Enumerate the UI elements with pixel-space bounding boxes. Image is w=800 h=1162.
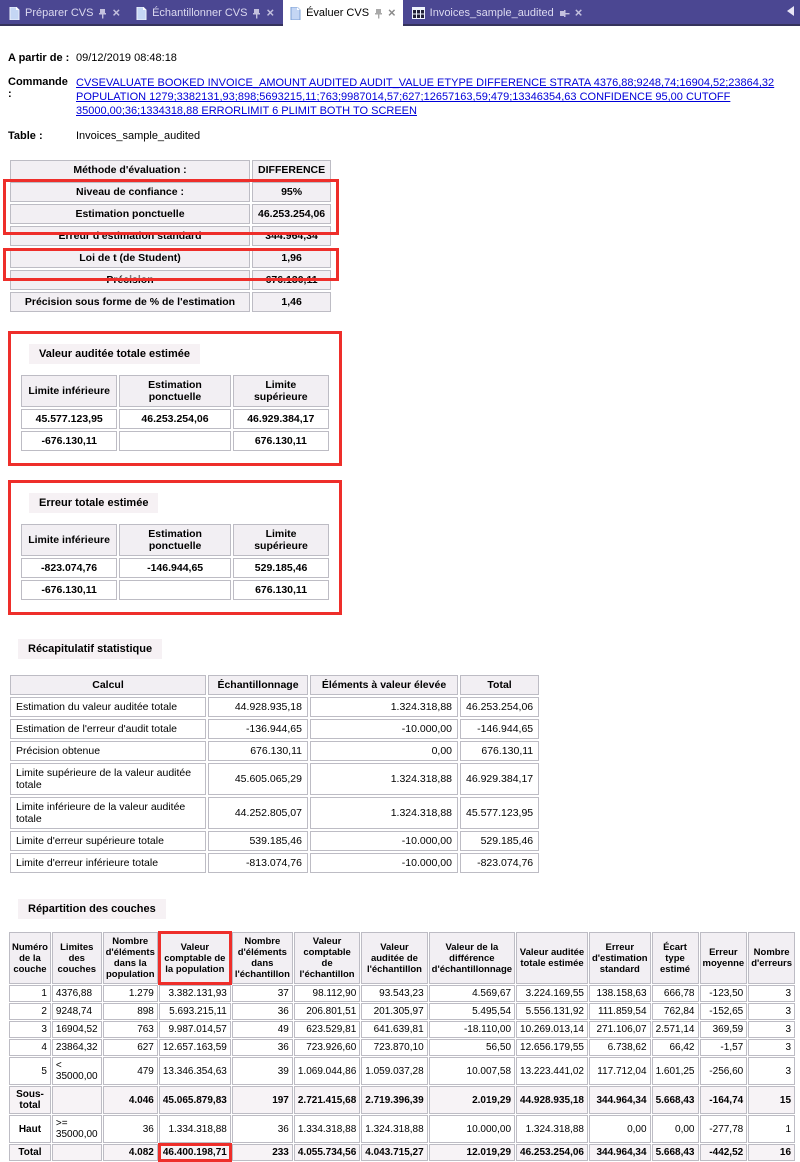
table-cell: 23864,32	[52, 1039, 102, 1056]
table-cell: -1,57	[700, 1039, 748, 1056]
table-cell: 1.279	[103, 985, 158, 1002]
table-cell: 1.324.318,88	[310, 797, 458, 829]
document-icon	[9, 7, 20, 20]
table-cell: 12.019,29	[429, 1144, 515, 1161]
table-cell: 46.253.254,06	[119, 409, 230, 429]
table-row	[9, 1057, 795, 1085]
table-cell: Limite inférieure de la valeur auditée totale	[10, 797, 206, 829]
table-cell: 529.185,46	[460, 831, 539, 851]
table-cell: 3	[9, 1021, 51, 1038]
table-cell: 1,96	[252, 248, 331, 268]
table-cell: 37	[232, 985, 293, 1002]
table-cell: 197	[232, 1086, 293, 1114]
table-cell: 723.926,60	[294, 1039, 360, 1056]
table-cell: 36	[232, 1003, 293, 1020]
audited-total-title: Valeur auditée totale estimée	[29, 344, 200, 364]
table-cell: 1,46	[252, 292, 331, 312]
table-cell: 46.253.254,06	[516, 1144, 588, 1161]
table-cell: Erreur d'estimation standard	[10, 226, 250, 246]
table-cell: Limite d'erreur inférieure totale	[10, 853, 206, 873]
table-cell: 3	[748, 1003, 795, 1020]
table-cell: 9248,74	[52, 1003, 102, 1020]
table-cell: >= 35000,00	[52, 1115, 102, 1143]
table-row	[10, 160, 331, 180]
table-cell: 46.253.254,06	[252, 204, 331, 224]
column-header: Erreur d'estimation standard	[589, 932, 651, 984]
from-row	[8, 52, 792, 64]
table-cell: 539.185,46	[208, 831, 308, 851]
pin-icon[interactable]	[98, 8, 107, 19]
table-cell: 36	[103, 1115, 158, 1143]
strata-title: Répartition des couches	[18, 899, 166, 919]
tab-preparer-cvs[interactable]	[2, 2, 127, 24]
table-cell: 45.577.123,95	[460, 797, 539, 829]
table-row	[10, 763, 539, 795]
table-cell: 3	[748, 1057, 795, 1085]
table-cell: 5.556.131,92	[516, 1003, 588, 1020]
table-cell: Précision obtenue	[10, 741, 206, 761]
table-cell: 898	[103, 1003, 158, 1020]
table-cell: 3.382.131,93	[159, 985, 231, 1002]
table-cell: -18.110,00	[429, 1021, 515, 1038]
table-cell: -136.944,65	[208, 719, 308, 739]
command-row	[8, 76, 792, 118]
column-header: Valeur de la différence d'échantillonnage	[429, 932, 515, 984]
table-cell: -146.944,65	[119, 558, 231, 578]
table-cell: 723.870,10	[361, 1039, 427, 1056]
table-cell: DIFFERENCE	[252, 160, 331, 180]
table-cell: Précision	[10, 270, 250, 290]
table-cell: 46.929.384,17	[233, 409, 329, 429]
table-cell: 2.019,29	[429, 1086, 515, 1114]
close-icon[interactable]: ×	[266, 5, 275, 20]
column-header: Limites des couches	[52, 932, 102, 984]
table-cell: 5.693.215,11	[159, 1003, 231, 1020]
table-cell: 762,84	[652, 1003, 699, 1020]
table-cell: 4.043.715,27	[361, 1144, 427, 1161]
table-cell: Précision sous forme de % de l'estimation	[10, 292, 250, 312]
table-cell: -146.944,65	[460, 719, 539, 739]
table-cell: 12.656.179,55	[516, 1039, 588, 1056]
table-cell: -256,60	[700, 1057, 748, 1085]
table-row	[9, 1003, 795, 1020]
strata-table	[8, 931, 796, 1162]
table-cell: 3	[748, 1039, 795, 1056]
table-cell: 0,00	[589, 1115, 651, 1143]
table-cell: 1.324.318,88	[361, 1115, 427, 1143]
document-icon	[290, 7, 301, 20]
table-row	[21, 431, 329, 451]
command-label: Commande :	[8, 76, 68, 100]
table-row	[10, 797, 539, 829]
table-cell: 46.253.254,06	[460, 697, 539, 717]
tab-bar	[0, 0, 800, 26]
table-cell: -277,78	[700, 1115, 748, 1143]
table-cell: -10.000,00	[310, 853, 458, 873]
table-cell: 111.859,54	[589, 1003, 651, 1020]
table-cell: 138.158,63	[589, 985, 651, 1002]
table-cell: Limite d'erreur supérieure totale	[10, 831, 206, 851]
table-cell: 5	[9, 1057, 51, 1085]
subtotal-row	[9, 1086, 795, 1114]
column-header: Limite inférieure	[21, 375, 117, 407]
table-row	[9, 985, 795, 1002]
close-icon[interactable]: ×	[574, 5, 583, 20]
table-cell: 36	[232, 1039, 293, 1056]
table-cell: -152,65	[700, 1003, 748, 1020]
table-cell: 2.721.415,68	[294, 1086, 360, 1114]
table-cell	[119, 431, 230, 451]
column-header: Estimation ponctuelle	[119, 524, 231, 556]
column-header-highlighted: Valeur comptable de la population	[159, 932, 231, 984]
table-cell: 13.346.354,63	[159, 1057, 231, 1085]
table-cell: 1.324.318,88	[310, 763, 458, 795]
table-cell: 1	[9, 985, 51, 1002]
haut-row	[9, 1115, 795, 1143]
table-cell: 233	[232, 1144, 293, 1161]
column-header: Écart type estimé	[652, 932, 699, 984]
table-row	[9, 932, 795, 984]
table-cell: 3	[748, 985, 795, 1002]
table-cell: 1.324.318,88	[516, 1115, 588, 1143]
column-header: Nombre d'éléments dans la population	[103, 932, 158, 984]
table-cell: Estimation de l'erreur d'audit totale	[10, 719, 206, 739]
table-cell: 5.668,43	[652, 1144, 699, 1161]
table-cell: 4.082	[103, 1144, 158, 1161]
table-cell: 117.712,04	[589, 1057, 651, 1085]
evaluation-summary-table	[8, 158, 333, 314]
pin-icon[interactable]	[252, 8, 261, 19]
table-icon	[412, 7, 425, 19]
table-cell: 15	[748, 1086, 795, 1114]
column-header: Calcul	[10, 675, 206, 695]
table-cell: 1.324.318,88	[310, 697, 458, 717]
table-cell: 4.055.734,56	[294, 1144, 360, 1161]
table-cell	[52, 1086, 102, 1114]
total-row	[9, 1144, 795, 1161]
table-row	[10, 831, 539, 851]
table-cell: -10.000,00	[310, 719, 458, 739]
tab-label: Échantillonner CVS	[152, 7, 248, 19]
table-cell: 5.668,43	[652, 1086, 699, 1114]
recap-table	[8, 673, 541, 875]
tab-label: Évaluer CVS	[306, 7, 370, 19]
table-row	[10, 292, 331, 312]
column-header: Valeur auditée totale estimée	[516, 932, 588, 984]
table-cell	[119, 580, 231, 600]
table-row	[21, 375, 329, 407]
command-link[interactable]: CVSEVALUATE BOOKED INVOICE_AMOUNT AUDITED AUDIT_VALUE ETYPE DIFFERENCE STRATA 4376,88;9248,74;16904,52;23864,32 POPULATION 1279;3382131,93;898;5693215,11;763;9987014,57;627;12657163,59;479;13346354,63 CONFIDENCE 95,00 CUTOFF 35000,00;36;1334318,88 ERRORLIMIT 6 PLIMIT BOTH TO SCREEN	[76, 77, 775, 117]
table-label: Table :	[8, 130, 43, 142]
table-cell: < 35000,00	[52, 1057, 102, 1085]
column-header: Limite inférieure	[21, 524, 117, 556]
table-row	[10, 675, 539, 695]
table-cell: 623.529,81	[294, 1021, 360, 1038]
table-row-info	[8, 130, 792, 142]
table-row	[9, 1039, 795, 1056]
column-header: Nombre d'éléments dans l'échantillon	[232, 932, 293, 984]
table-cell: Loi de t (de Student)	[10, 248, 250, 268]
table-cell: 2.571,14	[652, 1021, 699, 1038]
tab-echantillonner-cvs[interactable]	[129, 2, 281, 24]
table-cell: -813.074,76	[208, 853, 308, 873]
pin-icon[interactable]	[374, 8, 383, 19]
column-header: Estimation ponctuelle	[119, 375, 230, 407]
table-cell: 46.929.384,17	[460, 763, 539, 795]
table-cell: Haut	[9, 1115, 51, 1143]
table-cell: -123,50	[700, 985, 748, 1002]
column-header: Limite supérieure	[233, 524, 329, 556]
table-cell: 45.577.123,95	[21, 409, 117, 429]
table-row	[10, 204, 331, 224]
table-cell: 3	[748, 1021, 795, 1038]
table-cell: 666,78	[652, 985, 699, 1002]
table-cell: -10.000,00	[310, 831, 458, 851]
table-cell: 1.059.037,28	[361, 1057, 427, 1085]
tab-label: Invoices_sample_audited	[429, 7, 554, 19]
table-cell: 344.964,34	[589, 1086, 651, 1114]
table-row	[10, 741, 539, 761]
column-header: Limite supérieure	[233, 375, 329, 407]
table-cell: 6.738,62	[589, 1039, 651, 1056]
audited-total-table	[19, 373, 331, 453]
table-cell: 206.801,51	[294, 1003, 360, 1020]
table-cell: 3.224.169,55	[516, 985, 588, 1002]
table-cell: 49	[232, 1021, 293, 1038]
table-cell: 2.719.396,39	[361, 1086, 427, 1114]
table-row	[10, 697, 539, 717]
table-cell: 2	[9, 1003, 51, 1020]
table-cell: 344.964,34	[589, 1144, 651, 1161]
scroll-tabs-left-icon[interactable]	[787, 6, 794, 16]
recap-title: Récapitulatif statistique	[18, 639, 162, 659]
table-cell: 676.130,11	[233, 580, 329, 600]
table-row	[10, 182, 331, 202]
table-row	[9, 1021, 795, 1038]
column-header: Valeur auditée de l'échantillon	[361, 932, 427, 984]
table-cell: 1.069.044,86	[294, 1057, 360, 1085]
table-cell: 529.185,46	[233, 558, 329, 578]
table-row	[21, 524, 329, 556]
table-cell: 0,00	[310, 741, 458, 761]
table-cell: -823.074,76	[21, 558, 117, 578]
table-cell: 10.269.013,14	[516, 1021, 588, 1038]
table-cell: 44.928.935,18	[516, 1086, 588, 1114]
table-cell: 45.065.879,83	[159, 1086, 231, 1114]
table-cell: 641.639,81	[361, 1021, 427, 1038]
error-total-table	[19, 522, 331, 602]
table-cell: 201.305,97	[361, 1003, 427, 1020]
table-cell: 36	[232, 1115, 293, 1143]
error-total-title: Erreur totale estimée	[29, 493, 158, 513]
table-cell: 16	[748, 1144, 795, 1161]
table-cell: 4.569,67	[429, 985, 515, 1002]
table-cell: 44.928.935,18	[208, 697, 308, 717]
table-cell: 13.223.441,02	[516, 1057, 588, 1085]
table-cell: 12.657.163,59	[159, 1039, 231, 1056]
table-cell: 45.605.065,29	[208, 763, 308, 795]
table-cell: 56,50	[429, 1039, 515, 1056]
column-header: Total	[460, 675, 539, 695]
table-cell: 676.130,11	[460, 741, 539, 761]
tab-evaluer-cvs[interactable]	[283, 0, 403, 26]
document-icon	[136, 7, 147, 20]
table-cell: Total	[9, 1144, 51, 1161]
close-icon[interactable]: ×	[112, 5, 121, 20]
table-cell: 676.130,11	[233, 431, 329, 451]
table-cell: 4	[9, 1039, 51, 1056]
from-label: A partir de :	[8, 52, 70, 64]
table-cell: Estimation ponctuelle	[10, 204, 250, 224]
report-content	[0, 52, 800, 1162]
column-header: Numéro de la couche	[9, 932, 51, 984]
table-cell: -676.130,11	[21, 580, 117, 600]
column-header: Nombre d'erreurs	[748, 932, 795, 984]
tab-invoices-sample-audited[interactable]	[405, 2, 590, 24]
table-cell: 39	[232, 1057, 293, 1085]
table-cell: 5.495,54	[429, 1003, 515, 1020]
table-row	[10, 719, 539, 739]
table-cell: 1.334.318,88	[159, 1115, 231, 1143]
table-cell: 479	[103, 1057, 158, 1085]
table-cell: 95%	[252, 182, 331, 202]
table-cell: 0,00	[652, 1115, 699, 1143]
table-cell: 763	[103, 1021, 158, 1038]
table-cell: 93.543,23	[361, 985, 427, 1002]
tab-label: Préparer CVS	[25, 7, 94, 19]
error-total-section	[8, 480, 342, 615]
table-cell: 676.130,11	[252, 270, 331, 290]
table-cell: -676.130,11	[21, 431, 117, 451]
table-cell: 66,42	[652, 1039, 699, 1056]
table-cell: 676.130,11	[208, 741, 308, 761]
table-cell-highlighted: 46.400.198,71	[159, 1144, 231, 1161]
close-icon[interactable]: ×	[388, 5, 396, 20]
table-cell: -164,74	[700, 1086, 748, 1114]
table-row	[21, 558, 329, 578]
table-cell: 1.601,25	[652, 1057, 699, 1085]
table-cell: Niveau de confiance :	[10, 182, 250, 202]
table-cell: 10.007,58	[429, 1057, 515, 1085]
table-cell: 627	[103, 1039, 158, 1056]
table-cell: 344.964,34	[252, 226, 331, 246]
table-row	[10, 226, 331, 246]
table-cell	[52, 1144, 102, 1161]
table-cell: Limite supérieure de la valeur auditée totale	[10, 763, 206, 795]
table-row	[10, 853, 539, 873]
table-cell: 10.000,00	[429, 1115, 515, 1143]
from-value: 09/12/2019 08:48:18	[76, 52, 177, 64]
table-row	[21, 409, 329, 429]
column-header: Erreur moyenne	[700, 932, 748, 984]
table-cell: 44.252.805,07	[208, 797, 308, 829]
table-cell: 4.046	[103, 1086, 158, 1114]
table-cell: -823.074,76	[460, 853, 539, 873]
table-cell: 1.334.318,88	[294, 1115, 360, 1143]
pin-horizontal-icon[interactable]	[559, 9, 570, 18]
column-header: Valeur comptable de l'échantillon	[294, 932, 360, 984]
table-row	[21, 580, 329, 600]
audited-total-section	[8, 331, 342, 466]
column-header: Échantillonnage	[208, 675, 308, 695]
column-header: Éléments à valeur élevée	[310, 675, 458, 695]
table-cell: 271.106,07	[589, 1021, 651, 1038]
table-row	[10, 270, 331, 290]
table-cell: Méthode d'évaluation :	[10, 160, 250, 180]
table-cell: 369,59	[700, 1021, 748, 1038]
table-cell: Estimation du valeur auditée totale	[10, 697, 206, 717]
table-cell: 4376,88	[52, 985, 102, 1002]
table-cell: 1	[748, 1115, 795, 1143]
table-cell: -442,52	[700, 1144, 748, 1161]
table-cell: 9.987.014,57	[159, 1021, 231, 1038]
table-cell: Sous-total	[9, 1086, 51, 1114]
table-row	[10, 248, 331, 268]
table-value: Invoices_sample_audited	[76, 130, 201, 142]
evaluation-summary	[8, 158, 333, 314]
table-cell: 98.112,90	[294, 985, 360, 1002]
table-cell: 16904,52	[52, 1021, 102, 1038]
